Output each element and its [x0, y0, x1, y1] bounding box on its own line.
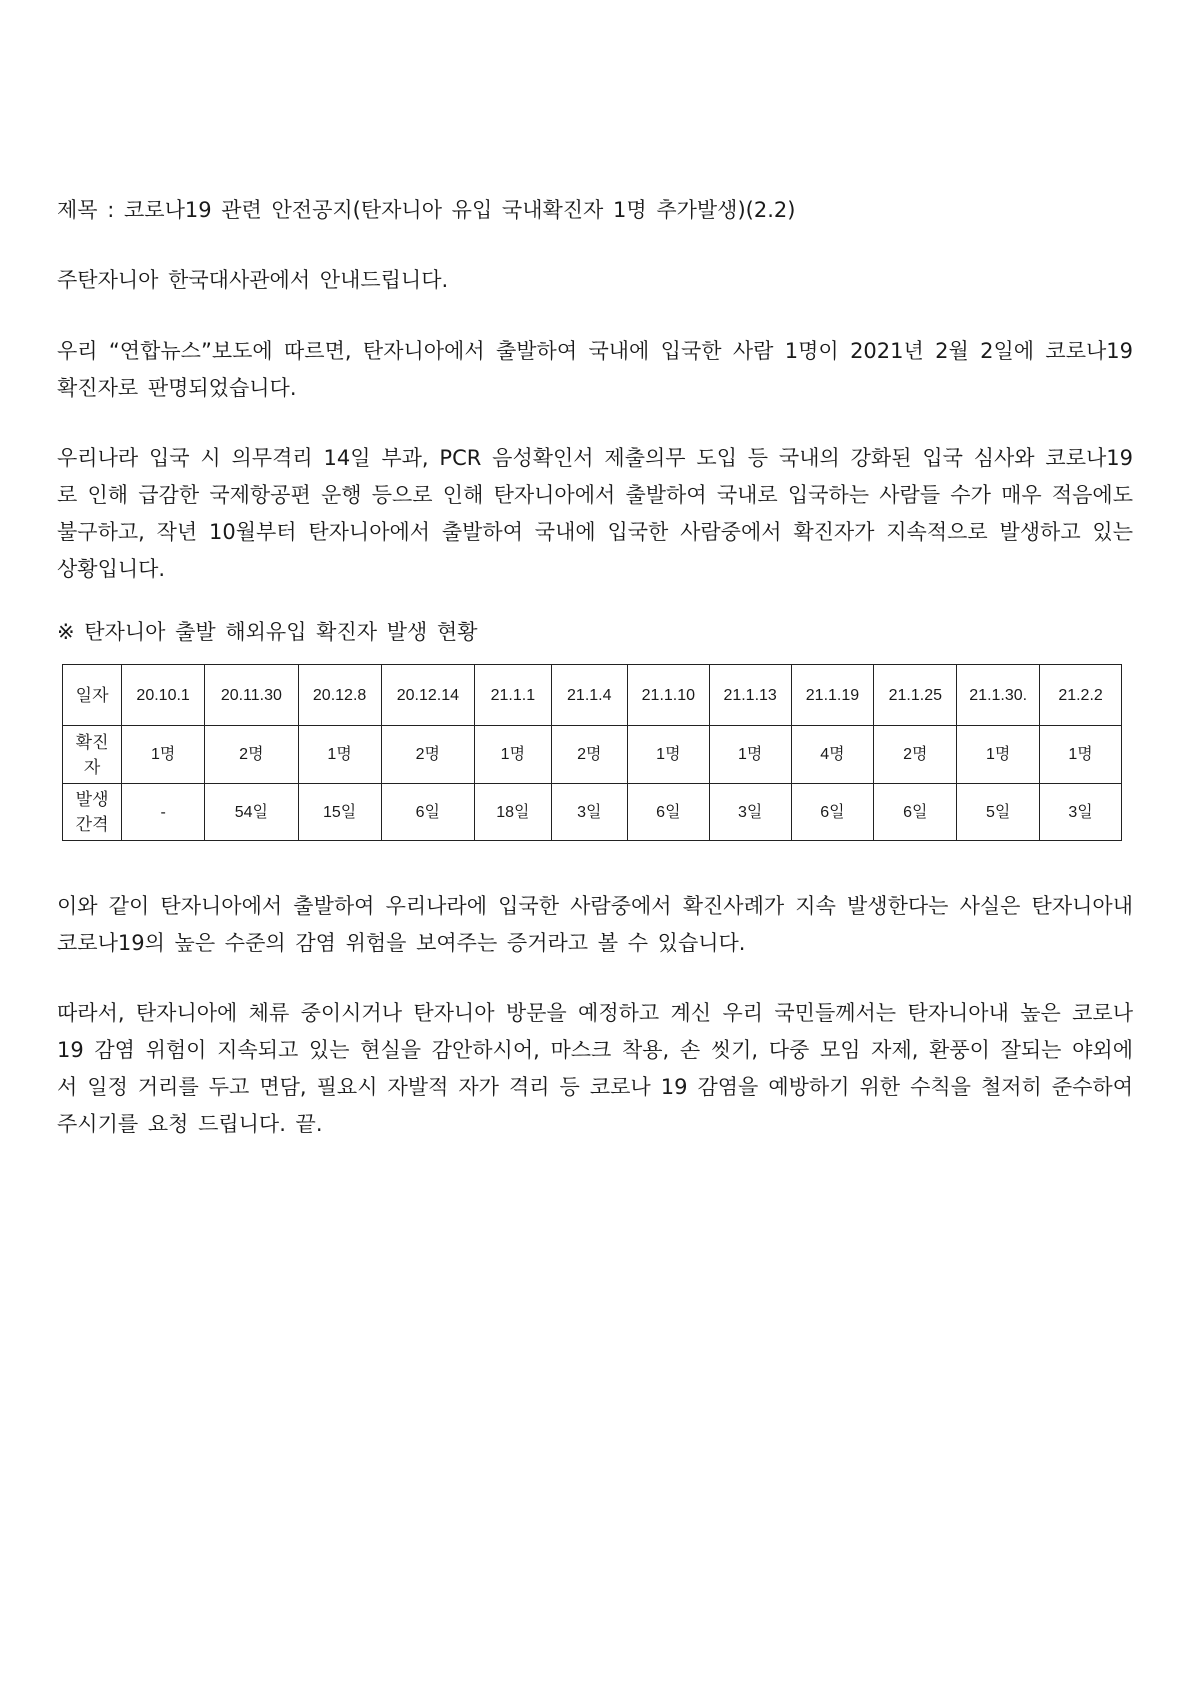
table-title: ※ 탄자니아 출발 해외유입 확진자 발생 현황: [57, 620, 478, 644]
cases-cell: 2명: [381, 726, 475, 784]
interval-cell: 6일: [874, 784, 957, 841]
interval-cell: 6일: [791, 784, 874, 841]
date-cell: 21.2.2: [1040, 665, 1122, 726]
paragraph-situation: 우리나라 입국 시 의무격리 14일 부과, PCR 음성확인서 제출의무 도입 등 국내의 강화된 입국 심사와 코로나19로 인해 급감한 국제항공편 운행 등으로 인해 탄자니아에서 출발하여 국내로 입국하는 사람들 수가 매우 적음에도 불구하고, 작년 10월부터 탄자니아에서 출발하여 국내에 입국한 사람중에서 확진자가 지속적으로 발생하고 있는 상황입니다.: [57, 446, 1133, 581]
interval-cell: 54일: [205, 784, 299, 841]
paragraph-risk-evidence: 이와 같이 탄자니아에서 출발하여 우리나라에 입국한 사람중에서 확진사례가 지속 발생한다는 사실은 탄자니아내 코로나19의 높은 수준의 감염 위험을 보여주는 증거라고 볼 수 있습니다.: [57, 894, 1133, 955]
date-cell: 21.1.30.: [957, 665, 1040, 726]
interval-cell: 18일: [475, 784, 551, 841]
cases-cell: 1명: [627, 726, 709, 784]
date-cell: 21.1.19: [791, 665, 874, 726]
date-cell: 20.11.30: [205, 665, 299, 726]
date-cell: 21.1.13: [709, 665, 791, 726]
case-statistics-table: [62, 664, 1122, 841]
cases-cell: 1명: [122, 726, 205, 784]
document-title: 제목 : 코로나19 관련 안전공지(탄자니아 유입 국내확진자 1명 추가발생)(2.2): [57, 198, 796, 222]
interval-cell: 6일: [627, 784, 709, 841]
date-cell: 21.1.4: [551, 665, 627, 726]
interval-cell: 3일: [1040, 784, 1122, 841]
row-header-cases: 확진 자: [63, 726, 122, 784]
intro-line: 주탄자니아 한국대사관에서 안내드립니다.: [57, 268, 449, 292]
cases-cell: 2명: [874, 726, 957, 784]
table-row-cases: [63, 726, 1122, 784]
date-cell: 20.12.8: [298, 665, 381, 726]
cases-cell: 4명: [791, 726, 874, 784]
cases-cell: 2명: [205, 726, 299, 784]
interval-cell: 15일: [298, 784, 381, 841]
row-header-interval: 발생 간격: [63, 784, 122, 841]
cases-cell: 1명: [298, 726, 381, 784]
date-cell: 20.12.14: [381, 665, 475, 726]
cases-cell: 1명: [1040, 726, 1122, 784]
cases-cell: 2명: [551, 726, 627, 784]
table-row-dates: [63, 665, 1122, 726]
date-cell: 21.1.10: [627, 665, 709, 726]
interval-cell: 5일: [957, 784, 1040, 841]
paragraph-news-report: 우리 “연합뉴스”보도에 따르면, 탄자니아에서 출발하여 국내에 입국한 사람 1명이 2021년 2월 2일에 코로나19 확진자로 판명되었습니다.: [57, 339, 1133, 400]
paragraph-recommendations: 따라서, 탄자니아에 체류 중이시거나 탄자니아 방문을 예정하고 계신 우리 국민들께서는 탄자니아내 높은 코로나19 감염 위험이 지속되고 있는 현실을 감안하시어, 마스크 착용, 손 씻기, 다중 모임 자제, 환풍이 잘되는 야외에서 일정 거리를 두고 면담, 필요시 자발적 자가 격리 등 코로나 19 감염을 예방하기 위한 수칙을 철저히 준수하여 주시기를 요청 드립니다. 끝.: [57, 1001, 1133, 1136]
cases-cell: 1명: [475, 726, 551, 784]
date-cell: 20.10.1: [122, 665, 205, 726]
interval-cell: 3일: [709, 784, 791, 841]
date-cell: 21.1.1: [475, 665, 551, 726]
interval-cell: -: [122, 784, 205, 841]
row-header-date: 일자: [63, 665, 122, 726]
interval-cell: 6일: [381, 784, 475, 841]
cases-cell: 1명: [709, 726, 791, 784]
interval-cell: 3일: [551, 784, 627, 841]
table-row-intervals: [63, 784, 1122, 841]
date-cell: 21.1.25: [874, 665, 957, 726]
cases-cell: 1명: [957, 726, 1040, 784]
